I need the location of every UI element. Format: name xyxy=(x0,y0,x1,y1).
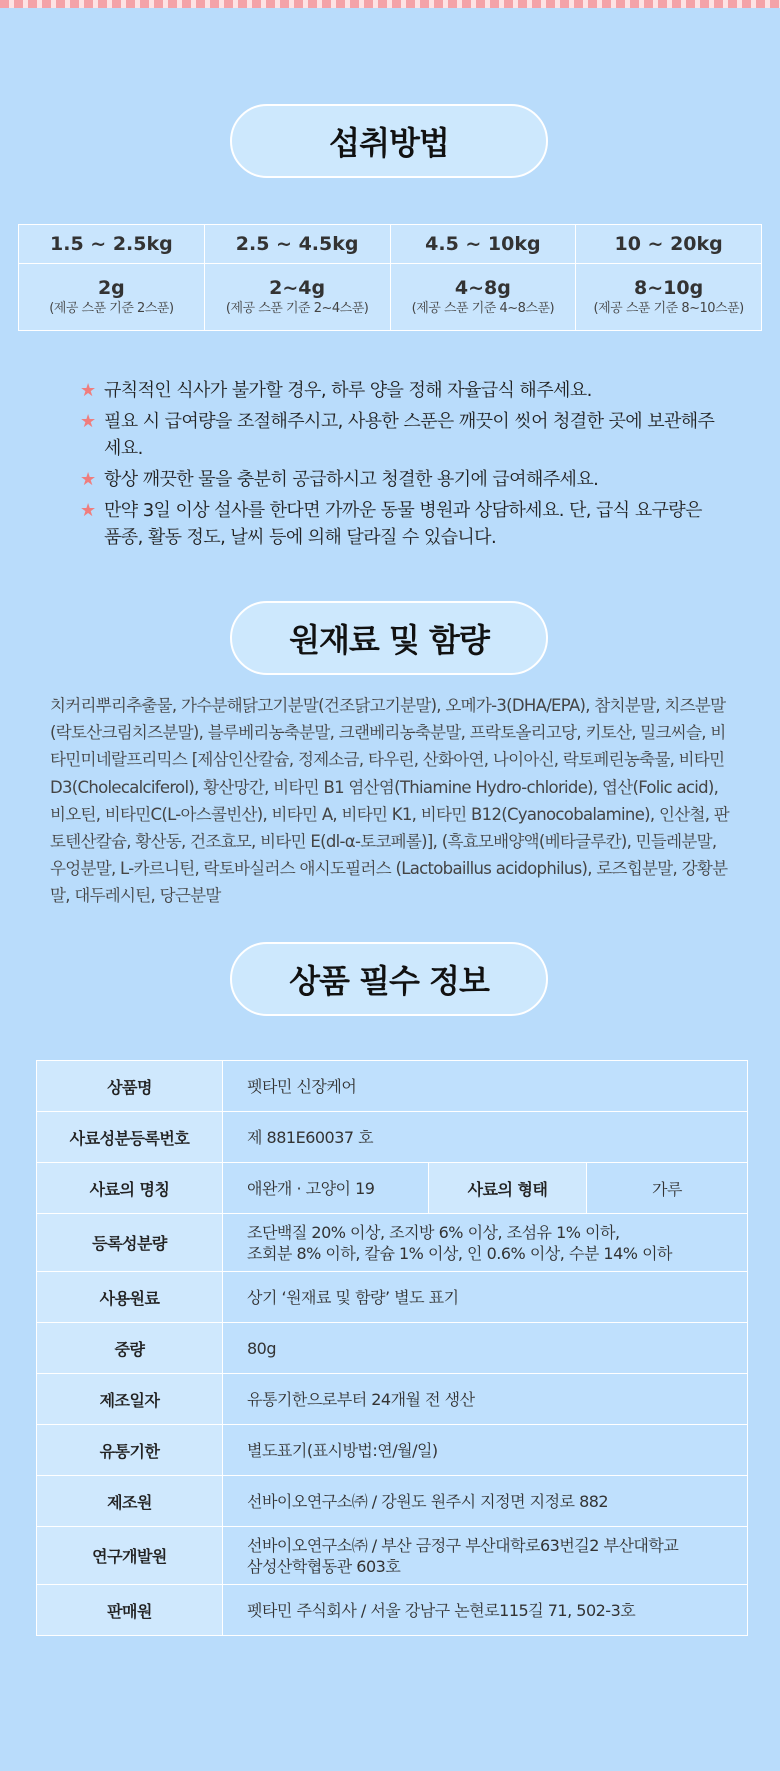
feeding-note-text: 필요 시 급여량을 조절해주시고, 사용한 스푼은 깨끗이 씻어 청결한 곳에 보관해주세요. xyxy=(104,411,715,459)
info-value: 상기 ‘원재료 및 함량’ 별도 표기 xyxy=(223,1272,748,1323)
info-row-weight xyxy=(37,1323,748,1374)
feeding-note-text: 만약 3일 이상 설사를 한다면 가까운 동물 병원과 상담하세요. 단, 급식 요구량은 품종, 활동 정도, 날씨 등에 의해 달라질 수 있습니다. xyxy=(104,500,702,548)
dosage-weight-cell: 4.5 ~ 10kg xyxy=(390,225,576,264)
info-row-feed-name xyxy=(37,1163,748,1214)
feeding-note xyxy=(80,466,720,493)
dosage-amount-row xyxy=(19,264,762,331)
info-row-developer xyxy=(37,1527,748,1585)
ingredients-section-title: 원재료 및 함량 xyxy=(230,601,548,675)
dosage-amount-cell xyxy=(390,264,576,331)
info-value: 별도표기(표시방법:연/월/일) xyxy=(223,1425,748,1476)
dosage-spoon-note: (제공 스푼 기준 8~10스푼) xyxy=(593,301,744,316)
dosage-amount: 8~10g xyxy=(634,277,704,299)
info-label: 연구개발원 xyxy=(37,1527,223,1585)
dosage-spoon-note: (제공 스푼 기준 2~4스푼) xyxy=(225,301,369,316)
feeding-note-text: 규칙적인 식사가 불가할 경우, 하루 양을 정해 자율급식 해주세요. xyxy=(104,380,592,401)
dosage-weight-cell: 1.5 ~ 2.5kg xyxy=(19,225,205,264)
developer-line: 선바이오연구소㈜ / 부산 금정구 부산대학로63번길2 부산대학교 xyxy=(247,1535,679,1555)
dosage-amount-cell xyxy=(576,264,762,331)
feeding-notes-list xyxy=(80,377,720,555)
info-row-seller xyxy=(37,1585,748,1636)
info-row-manufacturer xyxy=(37,1476,748,1527)
composition-line: 조단백질 20% 이상, 조지방 6% 이상, 조섬유 1% 이하, xyxy=(247,1222,620,1242)
ingredients-text: 치커리뿌리추출물, 가수분해닭고기분말(건조닭고기분말), 오메가-3(DHA/EPA), 참치분말, 치즈분말(락토산크림치즈분말), 블루베리농축분말, 크랜베리농축분말, 프락토올리고당, 키토산, 밀크씨슬, 비타민미네랄프리믹스 [제삼인산칼슘, 정제소금, 타우린, 산화아연, 나이아신, 락토페린농축물, 비타민 D3(Cholecalciferol), 황산망간, 비타민 B1 염산염(Thiamine Hydro-chloride), 엽산(Folic acid), 비오틴, 비타민C(L-아스콜빈산), 비타민 A, 비타민 K1, 비타민 B12(Cyanocobalamine), 인산철, 판토텐산칼슘, 황산동, 건조효모, 비타민 E(dl-α-토코페롤)], (흑효모배양액(베타글루칸), 민들레분말, 우엉분말, L-카르니틴, 락토바실러스 애시도필러스 (Lactobaillus acidophilus), 로즈힙분말, 강황분말, 대두레시틴, 당근분말 xyxy=(50,696,730,906)
info-label: 사료의 명칭 xyxy=(37,1163,223,1214)
product-info-table xyxy=(36,1060,748,1636)
dosage-spoon-note: (제공 스푼 기준 2스푼) xyxy=(49,301,174,316)
dosage-amount: 4~8g xyxy=(454,277,511,299)
star-icon: ★ xyxy=(80,500,96,521)
star-icon: ★ xyxy=(80,469,96,490)
feeding-note xyxy=(80,408,720,462)
info-label: 사료의 형태 xyxy=(429,1163,587,1214)
developer-line: 삼성산학협동관 603호 xyxy=(247,1556,401,1576)
info-value xyxy=(223,1214,748,1272)
dosage-weight-row xyxy=(19,225,762,264)
info-label: 상품명 xyxy=(37,1061,223,1112)
dosage-weight-cell: 10 ~ 20kg xyxy=(576,225,762,264)
info-value: 유통기한으로부터 24개월 전 생산 xyxy=(223,1374,748,1425)
info-value: 펫타민 신장케어 xyxy=(223,1061,748,1112)
dosage-amount-cell xyxy=(19,264,205,331)
info-label: 등록성분량 xyxy=(37,1214,223,1272)
info-value: 제 881E60037 호 xyxy=(223,1112,748,1163)
info-label: 제조일자 xyxy=(37,1374,223,1425)
info-value: 가루 xyxy=(587,1163,748,1214)
composition-line: 조회분 8% 이하, 칼슘 1% 이상, 인 0.6% 이상, 수분 14% 이하 xyxy=(247,1243,672,1263)
info-label: 사료성분등록번호 xyxy=(37,1112,223,1163)
feeding-note-text: 항상 깨끗한 물을 충분히 공급하시고 청결한 용기에 급여해주세요. xyxy=(104,469,599,490)
info-row-composition xyxy=(37,1214,748,1272)
star-icon: ★ xyxy=(80,411,96,432)
dosage-amount-cell xyxy=(204,264,390,331)
star-icon: ★ xyxy=(80,380,96,401)
dosage-amount: 2~4g xyxy=(269,277,326,299)
info-value: 80g xyxy=(223,1323,748,1374)
feeding-note xyxy=(80,377,720,404)
decorative-top-border xyxy=(0,0,780,8)
info-label: 유통기한 xyxy=(37,1425,223,1476)
dosage-amount: 2g xyxy=(97,277,125,299)
feeding-note xyxy=(80,497,720,551)
info-value: 애완개 · 고양이 19 xyxy=(223,1163,429,1214)
dosage-spoon-note: (제공 스푼 기준 4~8스푼) xyxy=(411,301,555,316)
info-row-raw-materials xyxy=(37,1272,748,1323)
dosage-table xyxy=(18,224,762,331)
info-row-reg-no xyxy=(37,1112,748,1163)
info-value: 펫타민 주식회사 / 서울 강남구 논현로115길 71, 502-3호 xyxy=(223,1585,748,1636)
info-row-expiry xyxy=(37,1425,748,1476)
info-section-title: 상품 필수 정보 xyxy=(230,942,548,1016)
info-row-product-name xyxy=(37,1061,748,1112)
info-row-mfg-date xyxy=(37,1374,748,1425)
info-label: 중량 xyxy=(37,1323,223,1374)
intake-section-title: 섭취방법 xyxy=(230,104,548,178)
dosage-weight-cell: 2.5 ~ 4.5kg xyxy=(204,225,390,264)
info-label: 사용원료 xyxy=(37,1272,223,1323)
info-value xyxy=(223,1527,748,1585)
info-label: 제조원 xyxy=(37,1476,223,1527)
info-label: 판매원 xyxy=(37,1585,223,1636)
info-value: 선바이오연구소㈜ / 강원도 원주시 지정면 지정로 882 xyxy=(223,1476,748,1527)
